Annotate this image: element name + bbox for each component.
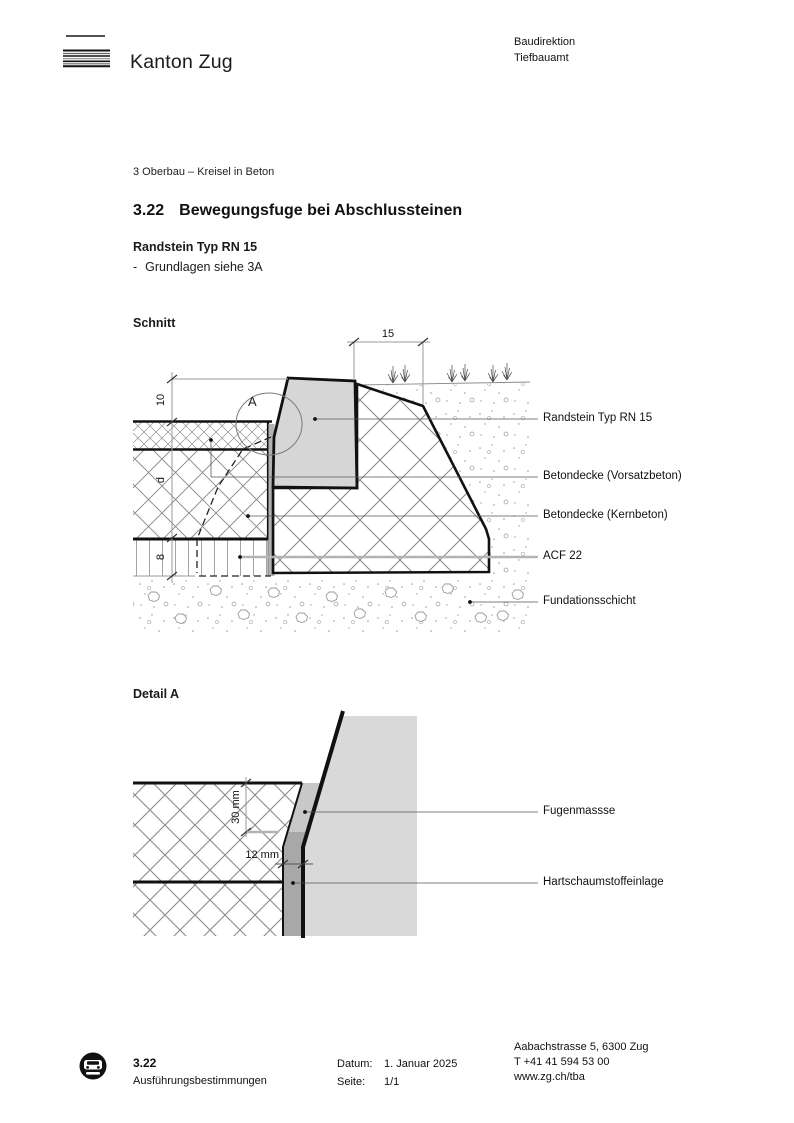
department-block [514,35,575,66]
bullet-marker: - [133,260,138,274]
dim-curb-height: 10 [155,393,167,407]
breadcrumb: 3 Oberbau – Kreisel in Beton [133,166,275,178]
label-acf: ACF 22 [543,550,582,562]
department-line2: Tiefbauamt [514,51,569,64]
detail-heading: Detail A [133,687,180,701]
dim-joint-depth: 30 mm [230,790,242,824]
page-title [133,202,462,220]
footer-contact-block [514,1040,649,1085]
label-vorsatzbeton: Betondecke (Vorsatzbeton) [543,470,682,482]
curbstone-shape [273,378,357,488]
title-text: Bewegungsfuge bei Abschlussteinen [179,202,463,219]
dim-deck-thickness: d [155,476,167,484]
vorsatzbeton-layer [133,422,268,449]
footer-doc-number: 3.22 [133,1056,157,1070]
dim-top-width: 15 [381,328,395,340]
dim-joint-width: 12 mm [245,849,279,861]
footer-doc-type: Ausführungsbestimmungen [133,1075,267,1087]
footer-page-label: Seite: [337,1076,366,1088]
schnitt-heading: Schnitt [133,316,176,330]
label-fundation: Fundationsschicht [543,595,636,607]
department-line1: Baudirektion [514,36,576,48]
label-hartschaum: Hartschaumstoffeinlage [543,876,664,888]
grass-tufts [388,363,512,383]
footer-phone: T +41 41 594 53 00 [514,1056,610,1068]
kernbeton-layer [133,449,268,538]
bullet-text: Grundlagen siehe 3A [145,260,263,274]
brand-title: Kanton Zug [130,51,233,73]
fundation-layer [133,578,530,632]
kanton-zug-logo [63,36,110,66]
label-kernbeton: Betondecke (Kernbeton) [543,509,668,521]
label-fugenmasse: Fugenmassse [543,805,616,817]
detail-a-figure [133,711,538,938]
detail-a-marker: A [248,394,257,409]
footer-page-value: 1/1 [384,1076,400,1088]
label-randstein: Randstein Typ RN 15 [543,412,653,424]
bullet-item [133,260,263,274]
schnitt-figure [133,338,538,632]
detail-curbstone [303,716,417,936]
footer-date-label: Datum: [337,1058,373,1070]
subtitle: Randstein Typ RN 15 [133,240,258,254]
footer-web: www.zg.ch/tba [514,1071,585,1083]
tba-vehicle-icon [80,1053,107,1080]
footer-address: Aabachstrasse 5, 6300 Zug [514,1041,649,1053]
footer-date-value: 1. Januar 2025 [384,1058,458,1070]
dim-base-thickness: 8 [155,553,167,561]
title-number: 3.22 [133,202,165,219]
